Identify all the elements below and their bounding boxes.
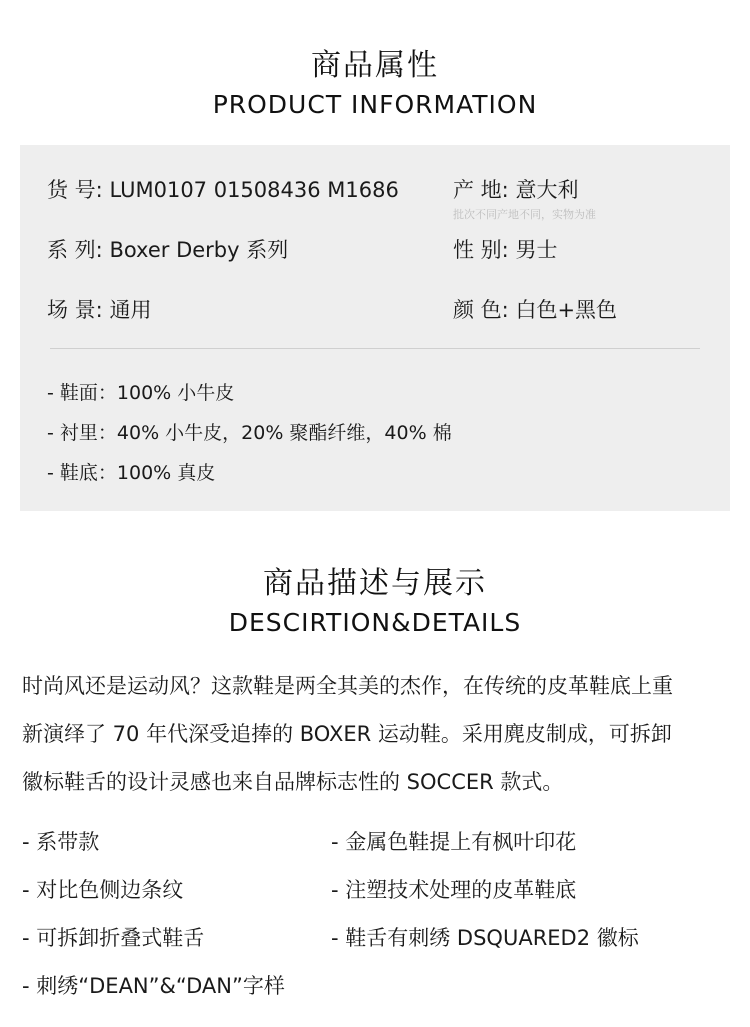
gender-row [453,234,557,264]
feature-item: - 可拆卸折叠式鞋舌 [22,926,205,950]
gender-value: 男士 [515,238,558,262]
feature-item: - 刺绣“DEAN”&“DAN”字样 [22,974,285,998]
gender-label: 性 别: [453,238,509,262]
feature-item: - 注塑技术处理的皮革鞋底 [331,878,577,902]
description-line: 新演绎了 70 年代深受追捧的 BOXER 运动鞋。采用麂皮制成，可拆卸 [22,722,672,746]
attributes-title-en: PRODUCT INFORMATION [212,90,538,119]
color-row [453,294,617,324]
series-value: Boxer Derby 系列 [109,238,289,262]
item-number-label: 货 号: [47,178,103,202]
origin-note: 批次不同产地不同，实物为准 [453,208,596,221]
scene-row [47,294,151,324]
feature-item: - 金属色鞋提上有枫叶印花 [331,830,577,854]
item-number-row [47,174,399,204]
description-line: 徽标鞋舌的设计灵感也来自品牌标志性的 SOCCER 款式。 [22,770,564,794]
scene-value: 通用 [109,298,152,322]
feature-item: - 对比色侧边条纹 [22,878,184,902]
description-line: 时尚风还是运动风？这款鞋是两全其美的杰作，在传统的皮革鞋底上重 [22,674,673,698]
material-upper: - 鞋面：100% 小牛皮 [47,382,235,404]
material-lining: - 衬里：40% 小牛皮，20% 聚酯纤维，40% 棉 [47,422,452,444]
attributes-title-cn: 商品属性 [311,48,439,83]
feature-item: - 系带款 [22,830,100,854]
origin-row [453,174,578,204]
material-sole: - 鞋底：100% 真皮 [47,462,216,484]
item-number-value: LUM0107 01508436 M1686 [109,178,399,202]
description-title-cn: 商品描述与展示 [263,566,487,601]
color-label: 颜 色: [453,298,509,322]
feature-item: - 鞋舌有刺绣 DSQUARED2 徽标 [331,926,639,950]
series-row [47,234,288,264]
description-title-en: DESCIRTION&DETAILS [228,608,522,637]
divider [50,348,700,349]
series-label: 系 列: [47,238,103,262]
scene-label: 场 景: [47,298,103,322]
color-value: 白色+黑色 [515,298,618,322]
origin-label: 产 地: [453,178,509,202]
origin-value: 意大利 [515,178,579,202]
